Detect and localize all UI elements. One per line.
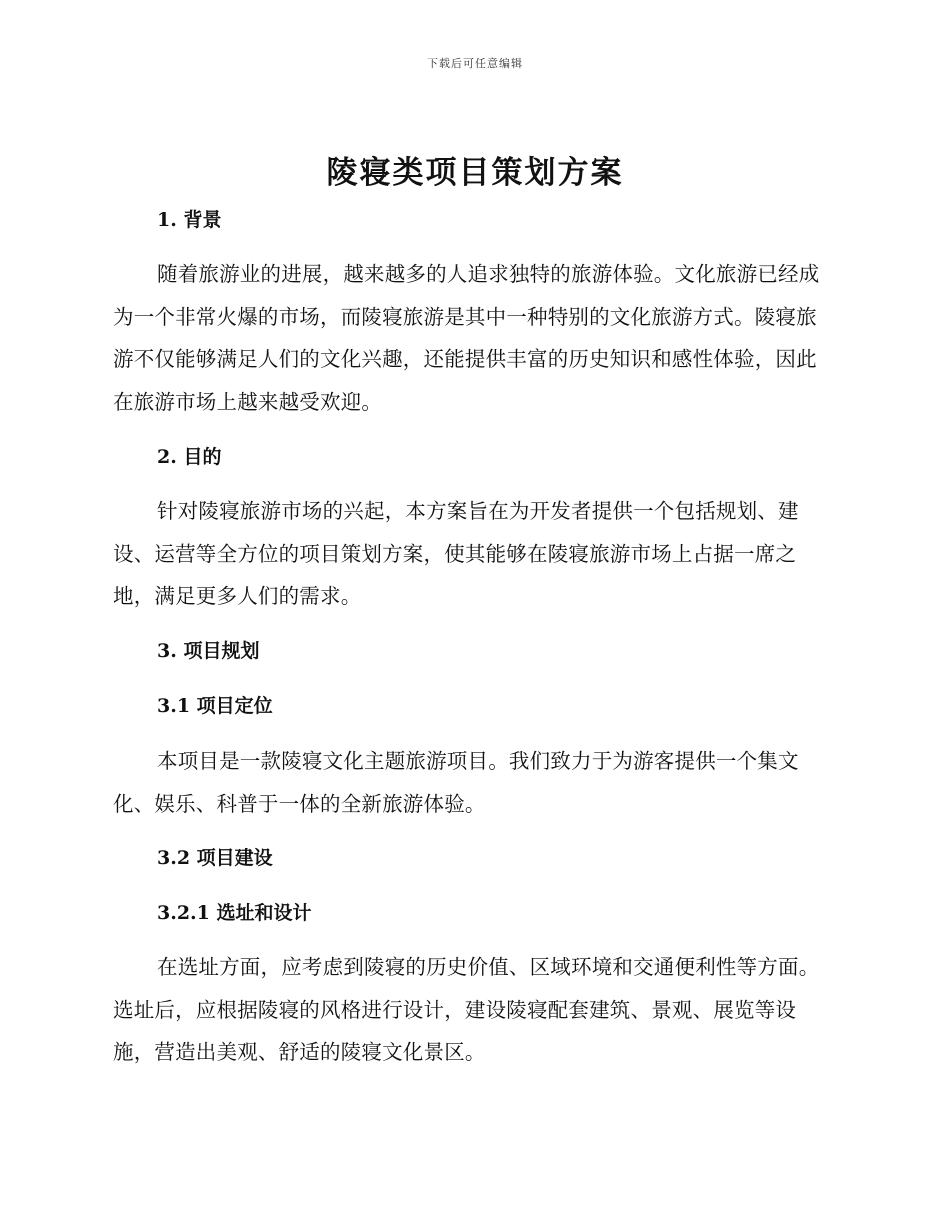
section-heading-background: 1. 背景 bbox=[157, 209, 222, 231]
paragraph-project-positioning: 本项目是一款陵寝文化主题旅游项目。我们致力于为游客提供一个集文化、娱乐、科普于一体的全新旅游体验。 bbox=[113, 749, 799, 816]
section-heading-project-construction: 3.2 项目建设 bbox=[157, 847, 273, 869]
paragraph-purpose: 针对陵寝旅游市场的兴起，本方案旨在为开发者提供一个包括规划、建设、运营等全方位的项目策划方案，使其能够在陵寝旅游市场上占据一席之地，满足更多人们的需求。 bbox=[113, 499, 799, 609]
document-title: 陵寝类项目策划方案 bbox=[326, 155, 624, 191]
section-heading-project-positioning: 3.1 项目定位 bbox=[157, 695, 273, 717]
section-heading-project-planning: 3. 项目规划 bbox=[157, 640, 260, 662]
section-heading-purpose: 2. 目的 bbox=[157, 446, 222, 468]
paragraph-background: 随着旅游业的进展，越来越多的人追求独特的旅游体验。文化旅游已经成为一个非常火爆的市场，而陵寝旅游是其中一种特别的文化旅游方式。陵寝旅游不仅能够满足人们的文化兴趣，还能提供丰富的历史知识和感性体验，因此在旅游市场上越来越受欢迎。 bbox=[113, 262, 820, 415]
header-note: 下载后可任意编辑 bbox=[427, 57, 523, 70]
paragraph-site-and-design: 在选址方面，应考虑到陵寝的历史价值、区域环境和交通便利性等方面。选址后，应根据陵寝的风格进行设计，建设陵寝配套建筑、景观、展览等设施，营造出美观、舒适的陵寝文化景区。 bbox=[113, 955, 820, 1065]
section-heading-site-and-design: 3.2.1 选址和设计 bbox=[157, 902, 312, 924]
